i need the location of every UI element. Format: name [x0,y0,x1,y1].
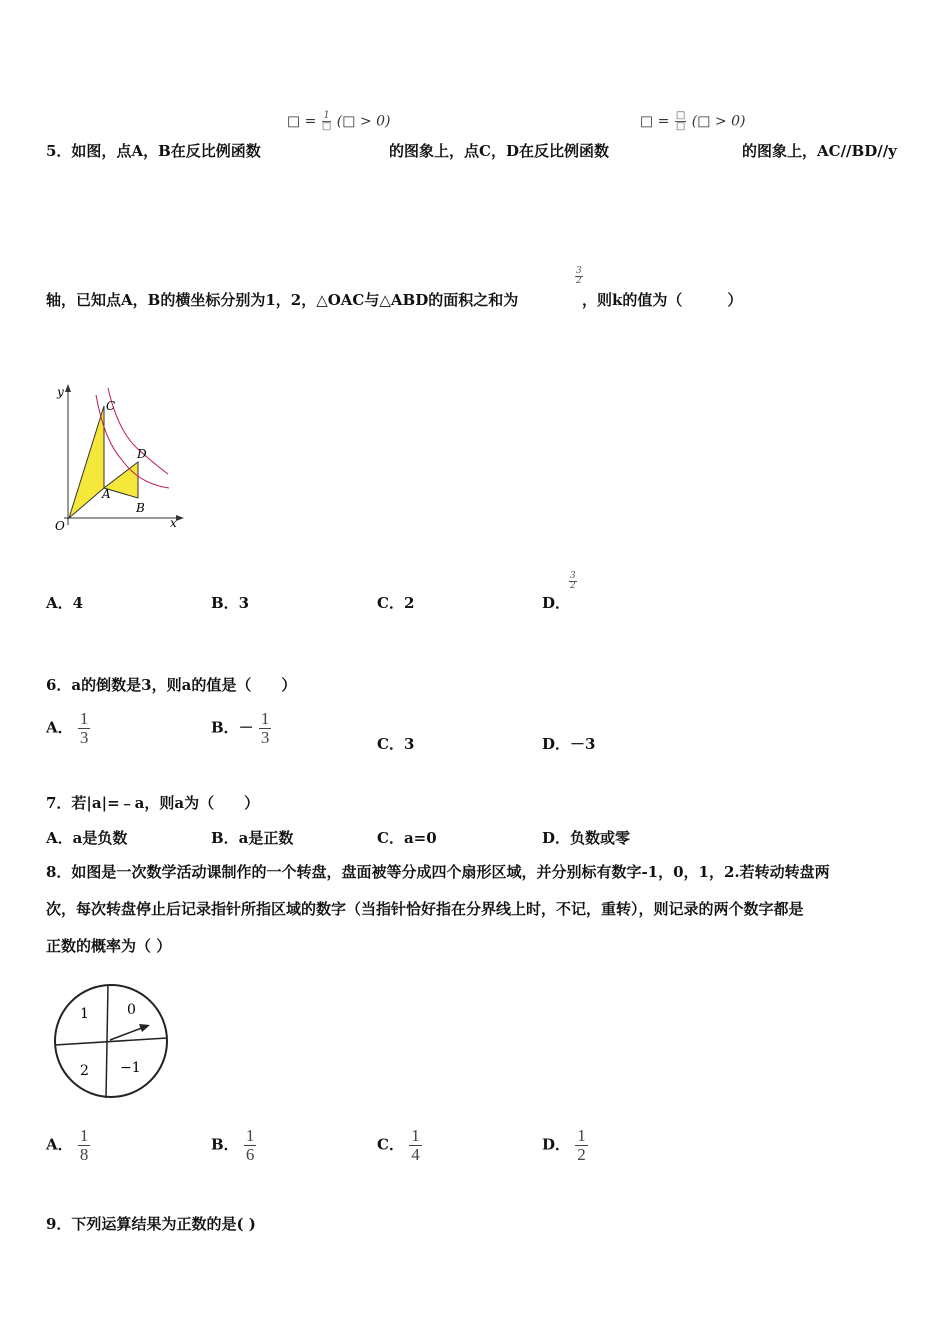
q6-option-a[interactable] [46,710,90,747]
fraction: $\frac{1}{3}$ [79,709,89,747]
q5-graph-svg [44,380,189,540]
q9-text: 9．下列运算结果为正数的是( ) [46,1215,256,1233]
option-label: A． [46,1135,73,1154]
sector-br-label: −1 [120,1060,141,1076]
q6-text: 6．a的倒数是3，则a的值是（ ） [46,676,297,694]
q6-option-c[interactable]: C．3 [377,735,415,753]
label-d: D [137,447,147,461]
q5-formula-2 [640,111,745,132]
option-label: B． [211,1135,239,1154]
label-c: C [106,399,116,413]
q7-option-a[interactable]: A．a是负数 [46,829,128,847]
label-a: A [102,487,111,501]
formula-condition: (□ > 0) [691,113,746,130]
q5-option-d[interactable]: D． [542,594,571,612]
option-label: D． [542,1135,571,1154]
q8-line1: 8．如图是一次数学活动课制作的一个转盘，盘面被等分成四个扇形区域，并分别标有数字-1，0，1，2.若转动转盘两 [46,863,830,881]
q5-line1-mid: 的图象上，点C，D在反比例函数 [389,142,609,160]
q5-option-d-fraction: $\frac{3}{2}$ [570,571,576,592]
sector-bl-label: 2 [80,1063,89,1079]
q5-formula-1 [287,111,390,132]
formula-fraction: $\frac{□}{□}$ [675,110,686,132]
q7-option-b[interactable]: B．a是正数 [211,829,294,847]
label-o: O [55,519,65,533]
q6-option-d[interactable]: D．－3 [542,735,596,753]
fraction: $\frac{1}{4}$ [411,1126,420,1164]
q8-option-d[interactable] [542,1127,588,1164]
fraction: $\frac{1}{2}$ [577,1126,586,1164]
sector-tr-label: 0 [127,1002,136,1018]
q5-line2-start: 轴，已知点A，B的横坐标分别为1，2，△OAC与△ABD的面积之和为 [46,291,519,309]
q5-line2-end: ，则k的值为（ ） [582,291,743,309]
q8-option-c[interactable] [377,1127,422,1164]
y-axis-arrow [65,384,71,392]
fraction: $\frac{1}{6}$ [245,1126,255,1164]
formula-fraction: $\frac{1}{□}$ [321,110,332,132]
curve-outer [108,388,168,474]
option-label: C． [377,1135,404,1154]
q5-option-a[interactable]: A．4 [46,594,84,612]
q7-option-c[interactable]: C．a=0 [377,829,437,847]
q8-spinner [50,980,172,1106]
fraction: $\frac{1}{3}$ [260,709,270,747]
q5-option-c[interactable]: C．2 [377,594,415,612]
q5-line1-end: 的图象上，AC//BD//y [742,142,897,160]
formula-lhs: □ = [287,113,317,130]
option-label: B．－ [211,718,254,737]
sector-tl-label: 1 [80,1006,89,1022]
q6-option-b[interactable] [211,710,271,747]
x-axis-arrow [176,515,184,521]
q8-option-b[interactable] [211,1127,256,1164]
q8-line3: 正数的概率为（ ） [46,937,172,955]
q8-option-a[interactable] [46,1127,90,1164]
label-b: B [136,501,145,515]
option-label: A． [46,718,73,737]
q8-line2: 次，每次转盘停止后记录指针所指区域的数字（当指针恰好指在分界线上时，不记，重转），则记录的两个数字都是 [46,900,804,918]
label-y: y [57,385,64,399]
formula-condition: (□ > 0) [336,113,391,130]
fraction: $\frac{1}{8}$ [79,1126,89,1164]
q7-option-d[interactable]: D．负数或零 [542,829,631,847]
q5-line1-start: 5．如图，点A，B在反比例函数 [46,142,261,160]
label-x: x [170,516,177,530]
spinner-svg [50,980,172,1102]
q7-text: 7．若|a|=﹣a，则a为（ ） [46,794,260,812]
q5-graph [44,380,189,544]
q5-sum-fraction: $\frac{3}{2}$ [576,266,582,287]
q5-option-b[interactable]: B．3 [211,594,250,612]
triangle-oac [69,406,104,518]
formula-lhs: □ = [640,113,670,130]
